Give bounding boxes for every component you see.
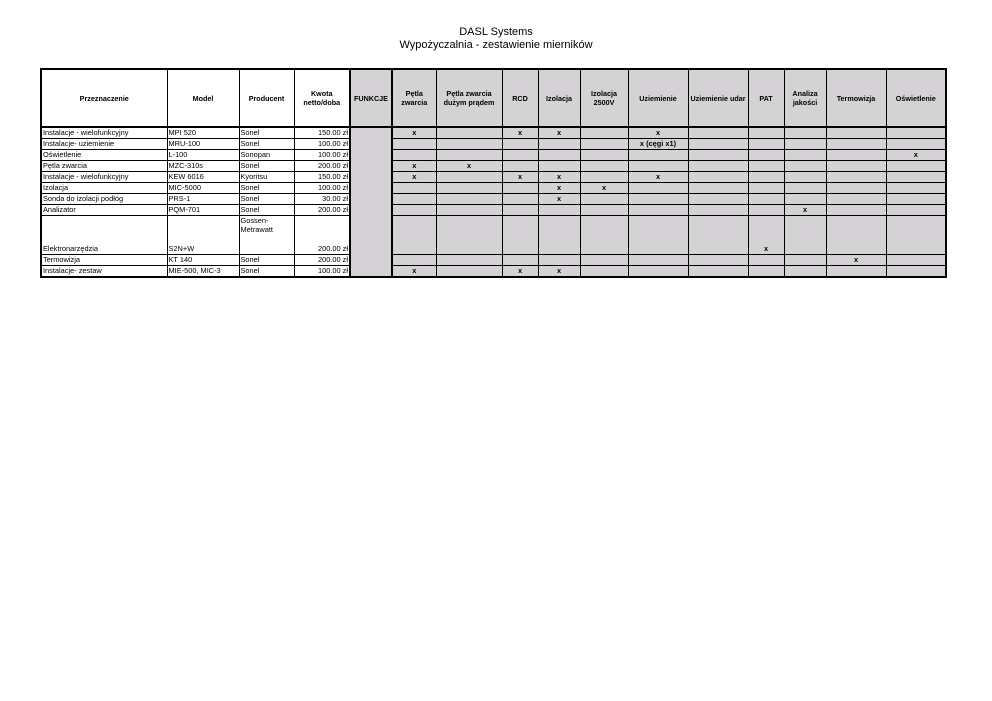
cell-izolacja-2500 [580, 139, 628, 150]
cell-pat [748, 150, 784, 161]
col-kwota: Kwota netto/doba [294, 69, 350, 127]
col-izolacja-2500: Izolacja 2500V [580, 69, 628, 127]
col-pat: PAT [748, 69, 784, 127]
cell-uziemienie [628, 266, 688, 278]
cell-pat [748, 266, 784, 278]
cell-petla [392, 216, 436, 255]
cell-model: MZC-310s [167, 161, 239, 172]
col-producent: Producent [239, 69, 294, 127]
cell-kwota: 200.00 zł [294, 205, 350, 216]
cell-uziemienie-udar [688, 216, 748, 255]
cell-uziemienie: x [628, 127, 688, 139]
col-uziemienie: Uziemienie [628, 69, 688, 127]
cell-kwota: 200.00 zł [294, 161, 350, 172]
cell-petla-duzy [436, 150, 502, 161]
cell-petla [392, 183, 436, 194]
cell-uziemienie [628, 150, 688, 161]
table-row [41, 161, 946, 172]
cell-izolacja-2500 [580, 266, 628, 278]
cell-rcd [502, 255, 538, 266]
cell-przeznaczenie: Oświetlenie [41, 150, 167, 161]
cell-izolacja-2500 [580, 216, 628, 255]
col-petla-duzy: Pętla zwarcia dużym prądem [436, 69, 502, 127]
cell-model: S2N+W [167, 216, 239, 255]
cell-termowizja [826, 216, 886, 255]
cell-termowizja [826, 183, 886, 194]
cell-oswietlenie [886, 216, 946, 255]
company-title: DASL Systems [459, 26, 533, 38]
cell-uziemienie-udar [688, 172, 748, 183]
cell-analiza [784, 266, 826, 278]
cell-pat [748, 205, 784, 216]
cell-producent: Sonopan [239, 150, 294, 161]
col-przeznaczenie: Przeznaczenie [41, 69, 167, 127]
cell-izolacja: x [538, 183, 580, 194]
cell-rcd [502, 194, 538, 205]
cell-przeznaczenie: Analizator [41, 205, 167, 216]
cell-pat [748, 161, 784, 172]
cell-kwota: 200.00 zł [294, 255, 350, 266]
cell-izolacja: x [538, 172, 580, 183]
cell-izolacja-2500 [580, 172, 628, 183]
cell-petla-duzy [436, 183, 502, 194]
cell-model: KEW 6016 [167, 172, 239, 183]
cell-uziemienie [628, 161, 688, 172]
cell-uziemienie-udar [688, 266, 748, 278]
cell-oswietlenie [886, 127, 946, 139]
cell-producent: Sonel [239, 194, 294, 205]
col-analiza: Analiza jakości [784, 69, 826, 127]
cell-przeznaczenie: Instalacje- uziemienie [41, 139, 167, 150]
cell-oswietlenie [886, 183, 946, 194]
cell-przeznaczenie: Izolacja [41, 183, 167, 194]
cell-rcd: x [502, 266, 538, 278]
cell-uziemienie-udar [688, 150, 748, 161]
col-oswietlenie: Oświetlenie [886, 69, 946, 127]
cell-analiza [784, 183, 826, 194]
cell-producent: Gossen-Metrawatt [239, 216, 294, 255]
cell-oswietlenie [886, 205, 946, 216]
cell-uziemienie-udar [688, 161, 748, 172]
cell-termowizja [826, 172, 886, 183]
table-row [41, 255, 946, 266]
cell-izolacja-2500 [580, 161, 628, 172]
cell-petla: x [392, 161, 436, 172]
cell-petla-duzy [436, 194, 502, 205]
cell-analiza [784, 172, 826, 183]
cell-przeznaczenie: Instalacje - wielofunkcyjny [41, 127, 167, 139]
col-rcd: RCD [502, 69, 538, 127]
cell-kwota: 100.00 zł [294, 266, 350, 278]
cell-uziemienie-udar [688, 127, 748, 139]
cell-kwota: 100.00 zł [294, 139, 350, 150]
cell-model: MPI 520 [167, 127, 239, 139]
cell-uziemienie [628, 194, 688, 205]
cell-izolacja [538, 216, 580, 255]
cell-petla [392, 150, 436, 161]
cell-petla [392, 194, 436, 205]
cell-rcd [502, 139, 538, 150]
cell-petla-duzy [436, 255, 502, 266]
cell-uziemienie-udar [688, 194, 748, 205]
col-funkcje: FUNKCJE [350, 69, 392, 127]
table-row [41, 194, 946, 205]
cell-rcd [502, 183, 538, 194]
cell-uziemienie [628, 205, 688, 216]
cell-izolacja [538, 205, 580, 216]
cell-producent: Kyoritsu [239, 172, 294, 183]
cell-przeznaczenie: Elektronarzędzia [41, 216, 167, 255]
col-petla: Pętla zwarcia [392, 69, 436, 127]
cell-pat [748, 194, 784, 205]
cell-pat: x [748, 216, 784, 255]
cell-kwota: 100.00 zł [294, 150, 350, 161]
cell-termowizja [826, 127, 886, 139]
cell-izolacja [538, 139, 580, 150]
cell-petla [392, 205, 436, 216]
table-row [41, 266, 946, 278]
col-termowizja: Termowizja [826, 69, 886, 127]
cell-producent: Sonel [239, 205, 294, 216]
table-body [41, 127, 946, 277]
cell-termowizja [826, 194, 886, 205]
table-row [41, 183, 946, 194]
cell-producent: Sonel [239, 139, 294, 150]
cell-petla [392, 255, 436, 266]
cell-oswietlenie [886, 139, 946, 150]
cell-petla-duzy [436, 205, 502, 216]
cell-rcd [502, 205, 538, 216]
table-row [41, 127, 946, 139]
cell-pat [748, 127, 784, 139]
cell-pat [748, 139, 784, 150]
cell-petla-duzy [436, 172, 502, 183]
cell-oswietlenie: x [886, 150, 946, 161]
cell-model: PRS-1 [167, 194, 239, 205]
cell-model: MRU-100 [167, 139, 239, 150]
cell-analiza [784, 127, 826, 139]
cell-rcd [502, 216, 538, 255]
cell-oswietlenie [886, 161, 946, 172]
cell-producent: Sonel [239, 127, 294, 139]
cell-izolacja-2500 [580, 194, 628, 205]
cell-uziemienie-udar [688, 205, 748, 216]
cell-kwota: 150.00 zł [294, 172, 350, 183]
funkcje-spacer [350, 127, 392, 277]
cell-analiza [784, 255, 826, 266]
cell-uziemienie: x (cęgi x1) [628, 139, 688, 150]
cell-termowizja [826, 161, 886, 172]
col-izolacja: Izolacja [538, 69, 580, 127]
cell-analiza [784, 139, 826, 150]
cell-termowizja: x [826, 255, 886, 266]
cell-model: MIC-5000 [167, 183, 239, 194]
cell-przeznaczenie: Pętla zwarcia [41, 161, 167, 172]
cell-uziemienie-udar [688, 183, 748, 194]
cell-przeznaczenie: Termowizja [41, 255, 167, 266]
cell-izolacja-2500 [580, 255, 628, 266]
table-row [41, 205, 946, 216]
cell-termowizja [826, 150, 886, 161]
cell-analiza [784, 150, 826, 161]
cell-producent: Sonel [239, 183, 294, 194]
cell-oswietlenie [886, 266, 946, 278]
cell-izolacja-2500 [580, 127, 628, 139]
cell-model: PQM-701 [167, 205, 239, 216]
cell-petla-duzy [436, 216, 502, 255]
cell-izolacja: x [538, 127, 580, 139]
cell-petla [392, 139, 436, 150]
cell-uziemienie [628, 216, 688, 255]
cell-izolacja [538, 161, 580, 172]
col-model: Model [167, 69, 239, 127]
cell-analiza [784, 216, 826, 255]
cell-petla-duzy [436, 266, 502, 278]
header-row [41, 69, 946, 127]
table-row [41, 150, 946, 161]
cell-izolacja-2500: x [580, 183, 628, 194]
cell-pat [748, 183, 784, 194]
cell-rcd [502, 150, 538, 161]
cell-kwota: 200.00 zł [294, 216, 350, 255]
cell-izolacja: x [538, 266, 580, 278]
meters-table [40, 68, 947, 278]
cell-uziemienie [628, 255, 688, 266]
cell-model: KT 140 [167, 255, 239, 266]
cell-oswietlenie [886, 194, 946, 205]
cell-petla: x [392, 266, 436, 278]
cell-przeznaczenie: Instalacje - wielofunkcyjny [41, 172, 167, 183]
cell-analiza [784, 161, 826, 172]
cell-termowizja [826, 139, 886, 150]
cell-termowizja [826, 205, 886, 216]
cell-producent: Sonel [239, 266, 294, 278]
cell-model: L-100 [167, 150, 239, 161]
cell-izolacja-2500 [580, 150, 628, 161]
cell-oswietlenie [886, 172, 946, 183]
cell-analiza: x [784, 205, 826, 216]
cell-rcd: x [502, 172, 538, 183]
cell-kwota: 100.00 zł [294, 183, 350, 194]
cell-kwota: 30.00 zł [294, 194, 350, 205]
cell-pat [748, 172, 784, 183]
cell-uziemienie-udar [688, 139, 748, 150]
cell-uziemienie-udar [688, 255, 748, 266]
table-row [41, 216, 946, 255]
cell-rcd [502, 161, 538, 172]
cell-izolacja [538, 255, 580, 266]
cell-model: MIE-500, MIC-3 [167, 266, 239, 278]
cell-izolacja-2500 [580, 205, 628, 216]
cell-termowizja [826, 266, 886, 278]
cell-petla-duzy [436, 139, 502, 150]
cell-producent: Sonel [239, 255, 294, 266]
cell-oswietlenie [886, 255, 946, 266]
cell-rcd: x [502, 127, 538, 139]
cell-przeznaczenie: Instalacje- zestaw [41, 266, 167, 278]
cell-uziemienie: x [628, 172, 688, 183]
cell-kwota: 150.00 zł [294, 127, 350, 139]
cell-uziemienie [628, 183, 688, 194]
sheet-subtitle: Wypożyczalnia - zestawienie mierników [399, 39, 593, 51]
cell-pat [748, 255, 784, 266]
cell-izolacja [538, 150, 580, 161]
cell-analiza [784, 194, 826, 205]
cell-petla: x [392, 172, 436, 183]
table-row [41, 139, 946, 150]
table-row [41, 172, 946, 183]
cell-petla-duzy: x [436, 161, 502, 172]
sheet-header [0, 26, 992, 52]
cell-petla-duzy [436, 127, 502, 139]
col-uziemienie-udar: Uziemienie udar [688, 69, 748, 127]
cell-izolacja: x [538, 194, 580, 205]
cell-przeznaczenie: Sonda do izolacji podłóg [41, 194, 167, 205]
cell-petla: x [392, 127, 436, 139]
cell-producent: Sonel [239, 161, 294, 172]
